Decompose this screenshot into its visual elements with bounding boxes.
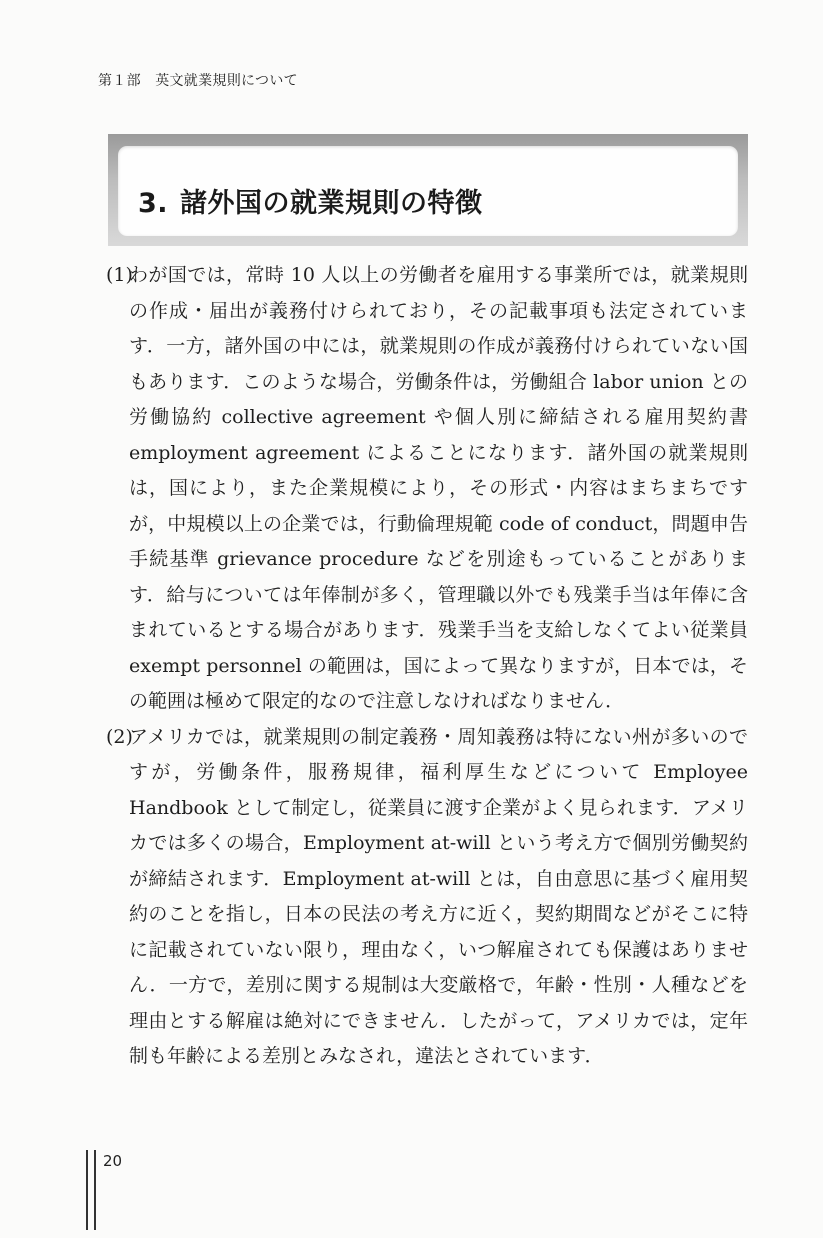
- paragraph-marker: (2): [106, 725, 133, 748]
- section-number: 3.: [138, 188, 169, 219]
- section-title-text: 諸外国の就業規則の特徴: [180, 188, 483, 219]
- paragraph-1: [108, 258, 748, 720]
- paragraph-text: わが国では，常時 10 人以上の労働者を雇用する事業所では，就業規則の作成・届出が義務付けられており，その記載事項も法定されています．一方，諸外国の中には，就業規則の作成が義務付けられていない国もあります．このような場合，労働条件は，労働組合 labor union との労働協約 collective agreement や個人別に締結される雇用契約書 employment agreement によることになります．諸外国の就業規則は，国により，また企業規模により，その形式・内容はまちまちですが，中規模以上の企業では，行動倫理規範 code of conduct，問題申告手続基準 grievance procedure などを別途もっていることがあります．給与については年俸制が多く，管理職以外でも残業手当は年俸に含まれているとする場合があります．残業手当を支給しなくてよい従業員 exempt personnel の範囲は，国によって異なりますが，日本では，その範囲は極めて限定的なので注意しなければなりません．: [129, 264, 748, 712]
- section-heading-panel: [118, 146, 738, 236]
- paragraph-text: アメリカでは，就業規則の制定義務・周知義務は特にない州が多いのですが，労働条件，服務規律，福利厚生などについて Employee Handbook として制定し，従業員に渡す企業がよく見られます．アメリカでは多くの場合，Employment at-will という考え方で個別労働契約が締結されます．Employment at-will とは，自由意思に基づく雇用契約のことを指し，日本の民法の考え方に近く，契約期間などがそこに特に記載されていない限り，理由なく，いつ解雇されても保護はありません．一方で，差別に関する規制は大変厳格で，年齢・性別・人種などを理由とする解雇は絶対にできません．したがって，アメリカでは，定年制も年齢による差別とみなされ，違法とされています．: [129, 725, 748, 1067]
- section-heading-box: [108, 134, 748, 246]
- page-edge-rule: [86, 1150, 88, 1230]
- page-number: 20: [103, 1152, 123, 1170]
- paragraph-2: [108, 720, 748, 1075]
- page-edge-rule: [94, 1150, 96, 1230]
- body-text: [108, 258, 748, 1075]
- paragraph-marker: (1): [106, 264, 133, 286]
- section-title: [138, 181, 483, 220]
- running-head: 第１部 英文就業規則について: [98, 73, 298, 89]
